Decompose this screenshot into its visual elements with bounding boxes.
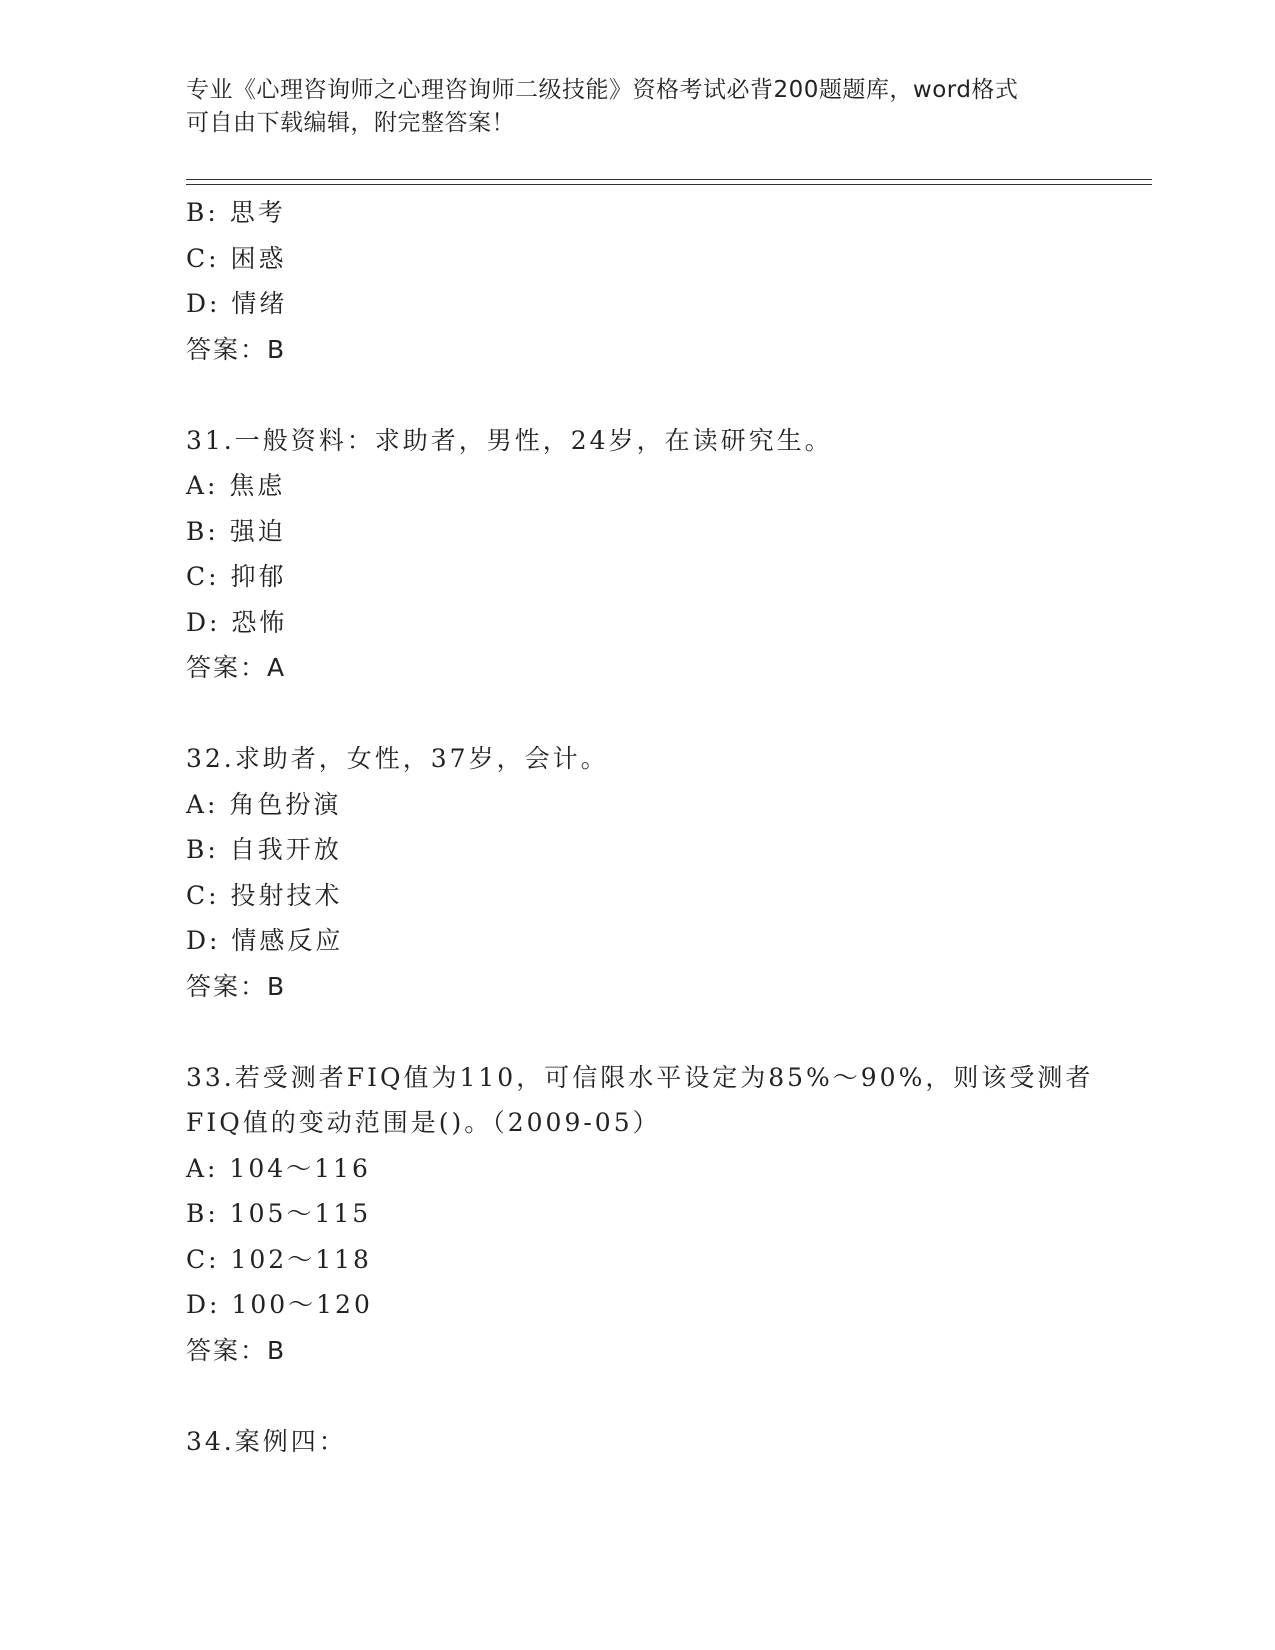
spacer [186,1373,1146,1419]
option-b: B: 自我开放 [186,835,342,864]
option-a: A: 焦虑 [186,471,286,500]
question-33-line-1: 33.若受测者FIQ值为110，可信限水平设定为85%～90%，则该受测者 [186,1062,1094,1092]
option-c: C: 困惑 [186,243,287,273]
question-list [186,190,1146,1464]
answer-line: 答案：B [186,334,287,364]
option-a: A: 104～116 [186,1153,371,1183]
question-34: 34.案例四： [186,1426,347,1456]
option-b: B: 思考 [186,198,286,227]
spacer [186,1009,1146,1055]
spacer [186,691,1146,737]
question-33-line-2: FIQ值的变动范围是()。（2009-05） [186,1108,661,1137]
question-31: 31.一般资料：求助者，男性，24岁，在读研究生。 [186,425,833,455]
option-a: A: 角色扮演 [186,789,342,819]
option-d: D: 情感反应 [186,926,344,955]
option-d: D: 100～120 [186,1290,373,1319]
header-line-1: 专业《心理咨询师之心理咨询师二级技能》资格考试必背200题题库，word格式 [186,77,1019,103]
option-d: D: 恐怖 [186,607,288,637]
option-b: B: 强迫 [186,516,286,546]
option-c: C: 投射技术 [186,880,343,910]
option-d: D: 情绪 [186,289,288,318]
answer-line: 答案：A [186,653,287,682]
spacer [186,372,1146,418]
answer-line: 答案：B [186,971,287,1001]
answer-line: 答案：B [186,1335,287,1365]
option-b: B: 105～115 [186,1199,372,1228]
option-c: C: 抑郁 [186,562,287,591]
question-32: 32.求助者，女性，37岁，会计。 [186,744,609,773]
option-c: C: 102～118 [186,1244,372,1274]
header-rule-bottom [186,184,1152,185]
header-rule-top [186,179,1152,180]
header-line-2: 可自由下载编辑，附完整答案！ [186,110,515,136]
document-header [186,74,1086,140]
